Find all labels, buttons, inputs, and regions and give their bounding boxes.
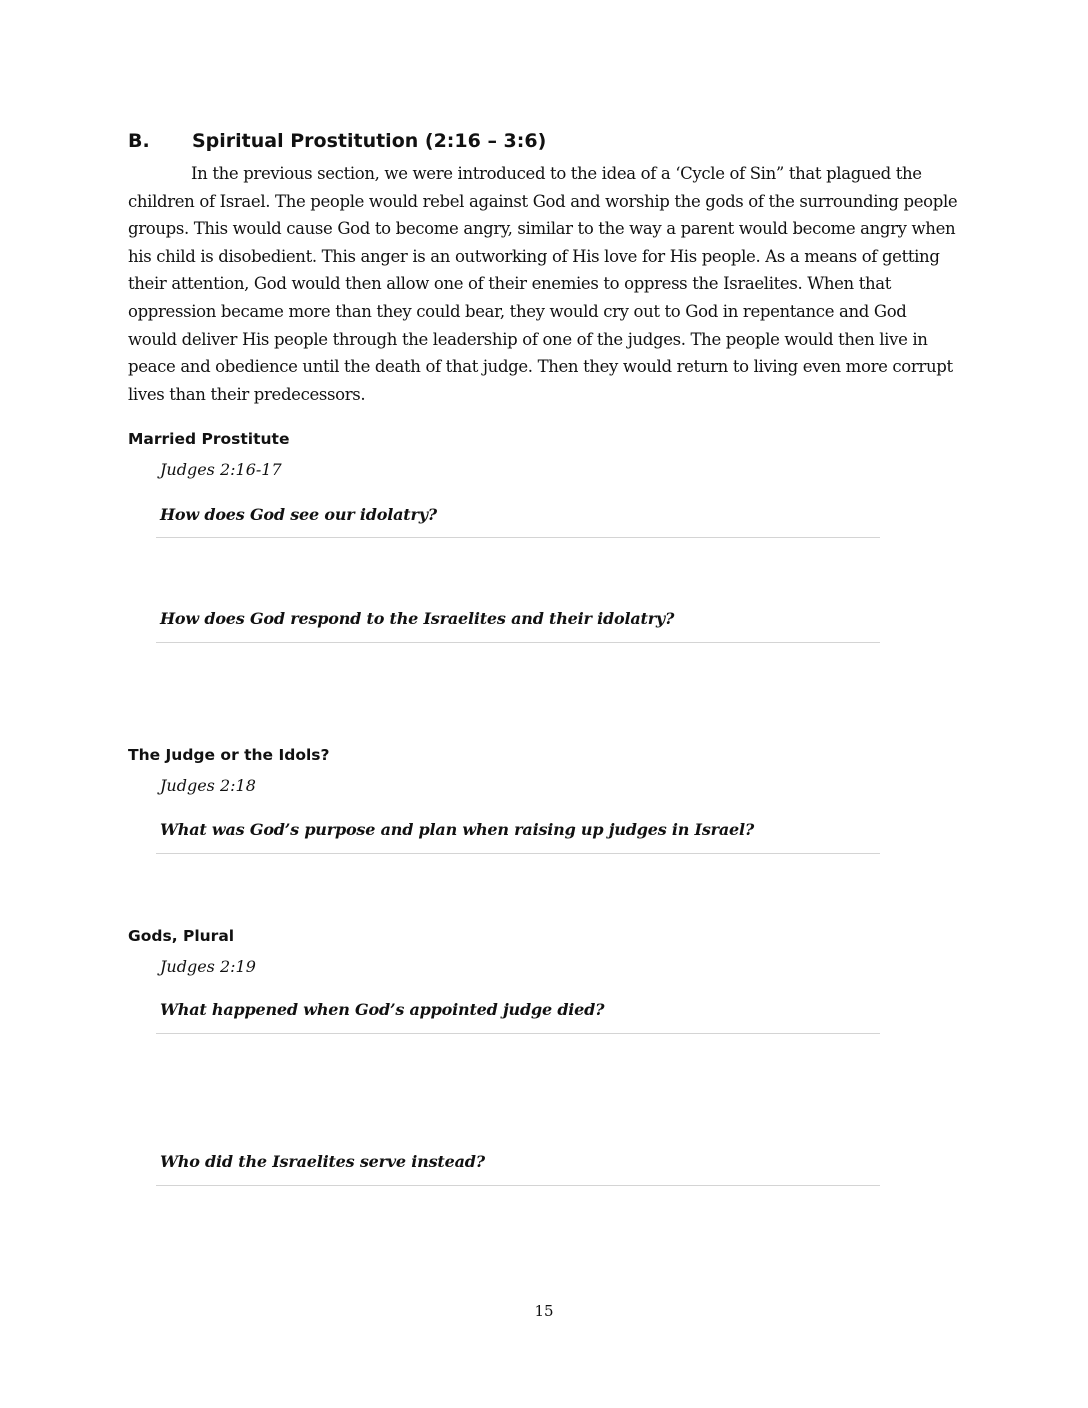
section-letter: B.	[128, 130, 150, 152]
subsection-heading-judge-or-idols: The Judge or the Idols?	[128, 746, 330, 764]
answer-line	[156, 853, 880, 854]
subsection-heading-gods-plural: Gods, Plural	[128, 927, 235, 945]
study-question: Who did the Israelites serve instead?	[160, 1152, 485, 1171]
section-heading	[128, 130, 546, 152]
answer-line	[156, 1185, 880, 1186]
study-question: What was God’s purpose and plan when raising up judges in Israel?	[160, 820, 755, 839]
study-question: What happened when God’s appointed judge died?	[160, 1000, 605, 1019]
study-question: How does God respond to the Israelites and their idolatry?	[160, 609, 675, 628]
study-question: How does God see our idolatry?	[160, 505, 437, 524]
answer-line	[156, 537, 880, 538]
scripture-reference: Judges 2:19	[160, 957, 256, 976]
answer-line	[156, 642, 880, 643]
page-number: 15	[534, 1302, 554, 1320]
scripture-reference: Judges 2:18	[160, 776, 256, 795]
answer-line	[156, 1033, 880, 1034]
section-title: Spiritual Prostitution (2:16 – 3:6)	[192, 130, 547, 152]
intro-paragraph: In the previous section, we were introduced to the idea of a ‘Cycle of Sin” that plagued the children of Israel. The people would rebel against God and worship the gods of the surrounding people groups. This would cause God to become angry, similar to the way a parent would become angry when his child is disobedient. This anger is an outworking of His love for His people. As a means of getting their attention, God would then allow one of their enemies to oppress the Israelites. When that oppression became more than they could bear, they would cry out to God in repentance and God would deliver His people through the leadership of one of the judges. The people would then live in peace and obedience until the death of that judge. Then they would return to living even more corrupt lives than their predecessors.	[128, 164, 958, 404]
scripture-reference: Judges 2:16-17	[160, 460, 282, 479]
subsection-heading-married-prostitute: Married Prostitute	[128, 430, 290, 448]
